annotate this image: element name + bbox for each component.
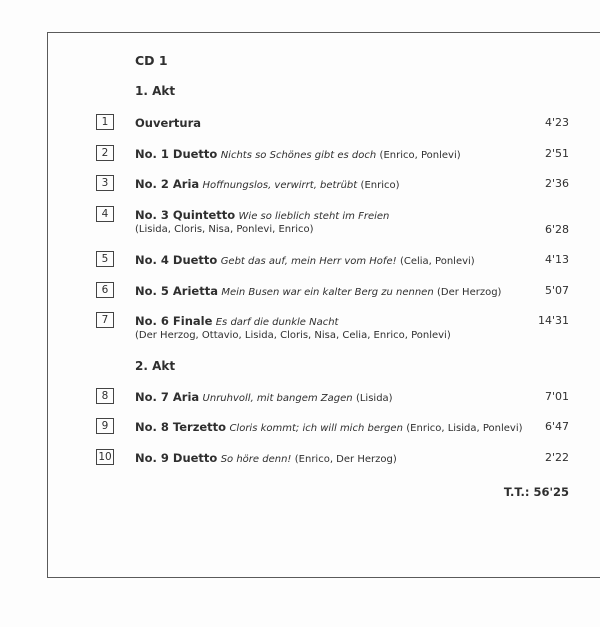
track-duration: 4'13 [544, 253, 569, 266]
track-duration: 6'28 [544, 223, 569, 236]
track-work: So höre denn! [220, 454, 292, 465]
track-label: No. 5 Arietta [135, 284, 218, 298]
track-number: 5 [96, 251, 114, 267]
track-label: Ouvertura [135, 116, 202, 130]
total-time: T.T.: 56'25 [503, 485, 569, 499]
track-number: 10 [96, 449, 114, 465]
track-label: No. 4 Duetto [135, 253, 218, 267]
track-duration: 14'31 [537, 314, 569, 327]
track-work: Cloris kommt; ich will mich bergen [229, 423, 403, 434]
track-duration: 2'36 [544, 177, 569, 190]
track-work: Es darf die dunkle Nacht [215, 317, 339, 328]
track-work: Hoffnungslos, verwirrt, betrübt [202, 180, 358, 191]
track-work: Nichts so Schönes gibt es doch [220, 150, 377, 161]
track-roles: (Lisida, Cloris, Nisa, Ponlevi, Enrico) [135, 224, 314, 235]
track-number: 3 [96, 175, 114, 191]
track-duration: 2'51 [544, 147, 569, 160]
track-duration: 5'07 [544, 284, 569, 297]
track-work: Unruhvoll, mit bangem Zagen [202, 393, 353, 404]
track-duration: 4'23 [544, 116, 569, 129]
track-label: No. 1 Duetto [135, 147, 218, 161]
track-roles: (Celia, Ponlevi) [399, 256, 475, 267]
track-duration: 2'22 [544, 451, 569, 464]
track-label: No. 7 Aria [135, 390, 200, 404]
track-duration: 7'01 [544, 390, 569, 403]
track-number: 2 [96, 145, 114, 161]
track-roles: (Enrico, Lisida, Ponlevi) [406, 423, 523, 434]
act-2-title: 2. Akt [135, 359, 176, 373]
cd-title: CD 1 [135, 53, 168, 68]
track-roles: (Der Herzog, Ottavio, Lisida, Cloris, Nisa, Celia, Enrico, Ponlevi) [135, 330, 451, 341]
track-number: 6 [96, 282, 114, 298]
track-number: 1 [96, 114, 114, 130]
track-label: No. 2 Aria [135, 177, 200, 191]
track-duration: 6'47 [544, 420, 569, 433]
track-roles: (Lisida) [355, 393, 393, 404]
track-roles: (Der Herzog) [437, 287, 502, 298]
track-work: Gebt das auf, mein Herr vom Hofe! [220, 256, 397, 267]
track-label: No. 6 Finale [135, 314, 213, 328]
track-work: Wie so lieblich steht im Freien [238, 211, 390, 222]
track-number: 8 [96, 388, 114, 404]
act-1-title: 1. Akt [135, 84, 176, 98]
track-roles: (Enrico, Der Herzog) [294, 454, 397, 465]
track-roles: (Enrico, Ponlevi) [379, 150, 461, 161]
track-work: Mein Busen war ein kalter Berg zu nennen [221, 287, 434, 298]
track-label: No. 8 Terzetto [135, 420, 227, 434]
track-label: No. 9 Duetto [135, 451, 218, 465]
track-number: 9 [96, 418, 114, 434]
track-label: No. 3 Quintetto [135, 208, 236, 222]
track-roles: (Enrico) [360, 180, 400, 191]
track-number: 7 [96, 312, 114, 328]
track-number: 4 [96, 206, 114, 222]
